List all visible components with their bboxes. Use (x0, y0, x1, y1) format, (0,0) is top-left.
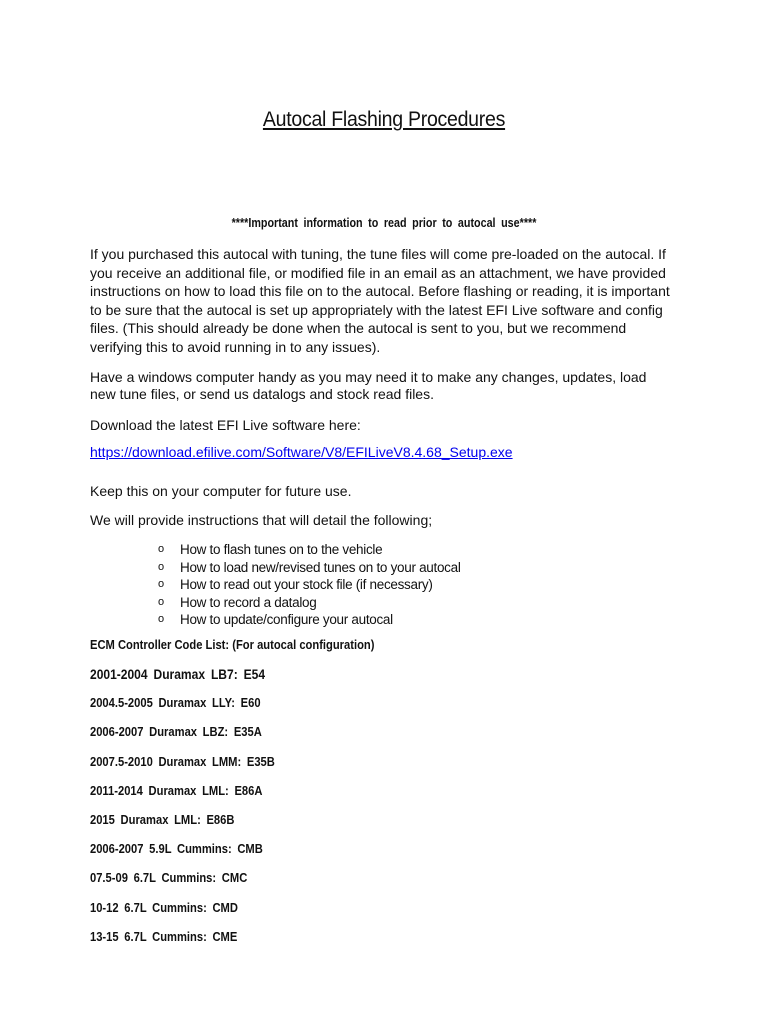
ecm-code-item: 2007.5-2010 Duramax LMM: E35B (90, 753, 275, 769)
keep-paragraph: Keep this on your computer for future use. (90, 483, 352, 499)
list-item (158, 576, 461, 594)
ecm-code-item: 2011-2014 Duramax LML: E86A (90, 782, 263, 798)
bullet-circle-icon: o (158, 560, 164, 573)
instructions-paragraph: We will provide instructions that will detail the following; (90, 512, 433, 528)
ecm-code-item: 13-15 6.7L Cummins: CME (90, 928, 238, 944)
ecm-code-item: 2004.5-2005 Duramax LLY: E60 (90, 695, 261, 711)
computer-paragraph: Have a windows computer handy as you may need it to make any changes, updates, load new tune files, or send us datalogs and stock read files. (90, 369, 647, 402)
download-paragraph: Download the latest EFI Live software here: (90, 417, 361, 433)
list-item-text: How to load new/revised tunes on to your autocal (180, 559, 461, 575)
ecm-code-item: 10-12 6.7L Cummins: CMD (90, 899, 238, 915)
list-item-text: How to flash tunes on to the vehicle (180, 542, 383, 557)
important-notice-heading: ****Important information to read prior to autocal use**** (231, 216, 537, 230)
instructions-list (158, 541, 461, 629)
list-item (158, 559, 461, 577)
bullet-circle-icon: o (158, 578, 164, 590)
list-item (158, 541, 461, 559)
intro-paragraph: If you purchased this autocal with tuning, the tune files will come pre-loaded on the autocal. If you receive an additional file, or modified file in an email as an attachment, we have provided instructions on how to load this file on to the autocal. Before flashing or reading, it is important to be sure that the autocal is set up appropriately with the latest EFI Live software and config files. (This should already be done when the autocal is sent to you, but we recommend verifying this to avoid running in to any issues). (90, 246, 670, 355)
bullet-circle-icon: o (158, 595, 164, 608)
list-item (158, 594, 461, 612)
bullet-circle-icon: o (158, 613, 164, 625)
ecm-code-item: 07.5-09 6.7L Cummins: CMC (90, 870, 248, 886)
ecm-code-item: 2001-2004 Duramax LB7: E54 (90, 666, 266, 682)
list-item (158, 611, 461, 629)
list-item-text: How to update/configure your autocal (180, 612, 393, 627)
bullet-circle-icon: o (158, 543, 164, 555)
ecm-code-item: 2015 Duramax LML: E86B (90, 811, 235, 827)
ecm-code-item: 2006-2007 5.9L Cummins: CMB (90, 841, 263, 857)
efi-live-download-link[interactable]: https://download.efilive.com/Software/V8/EFILiveV8.4.68_Setup.exe (90, 444, 513, 460)
ecm-code-list (90, 664, 305, 956)
ecm-code-list-heading: ECM Controller Code List: (For autocal configuration) (90, 637, 375, 652)
list-item-text: How to read out your stock file (if necessary) (180, 577, 433, 592)
ecm-code-item: 2006-2007 Duramax LBZ: E35A (90, 724, 262, 740)
document-title: Autocal Flashing Procedures (262, 108, 506, 132)
list-item-text: How to record a datalog (180, 594, 317, 610)
